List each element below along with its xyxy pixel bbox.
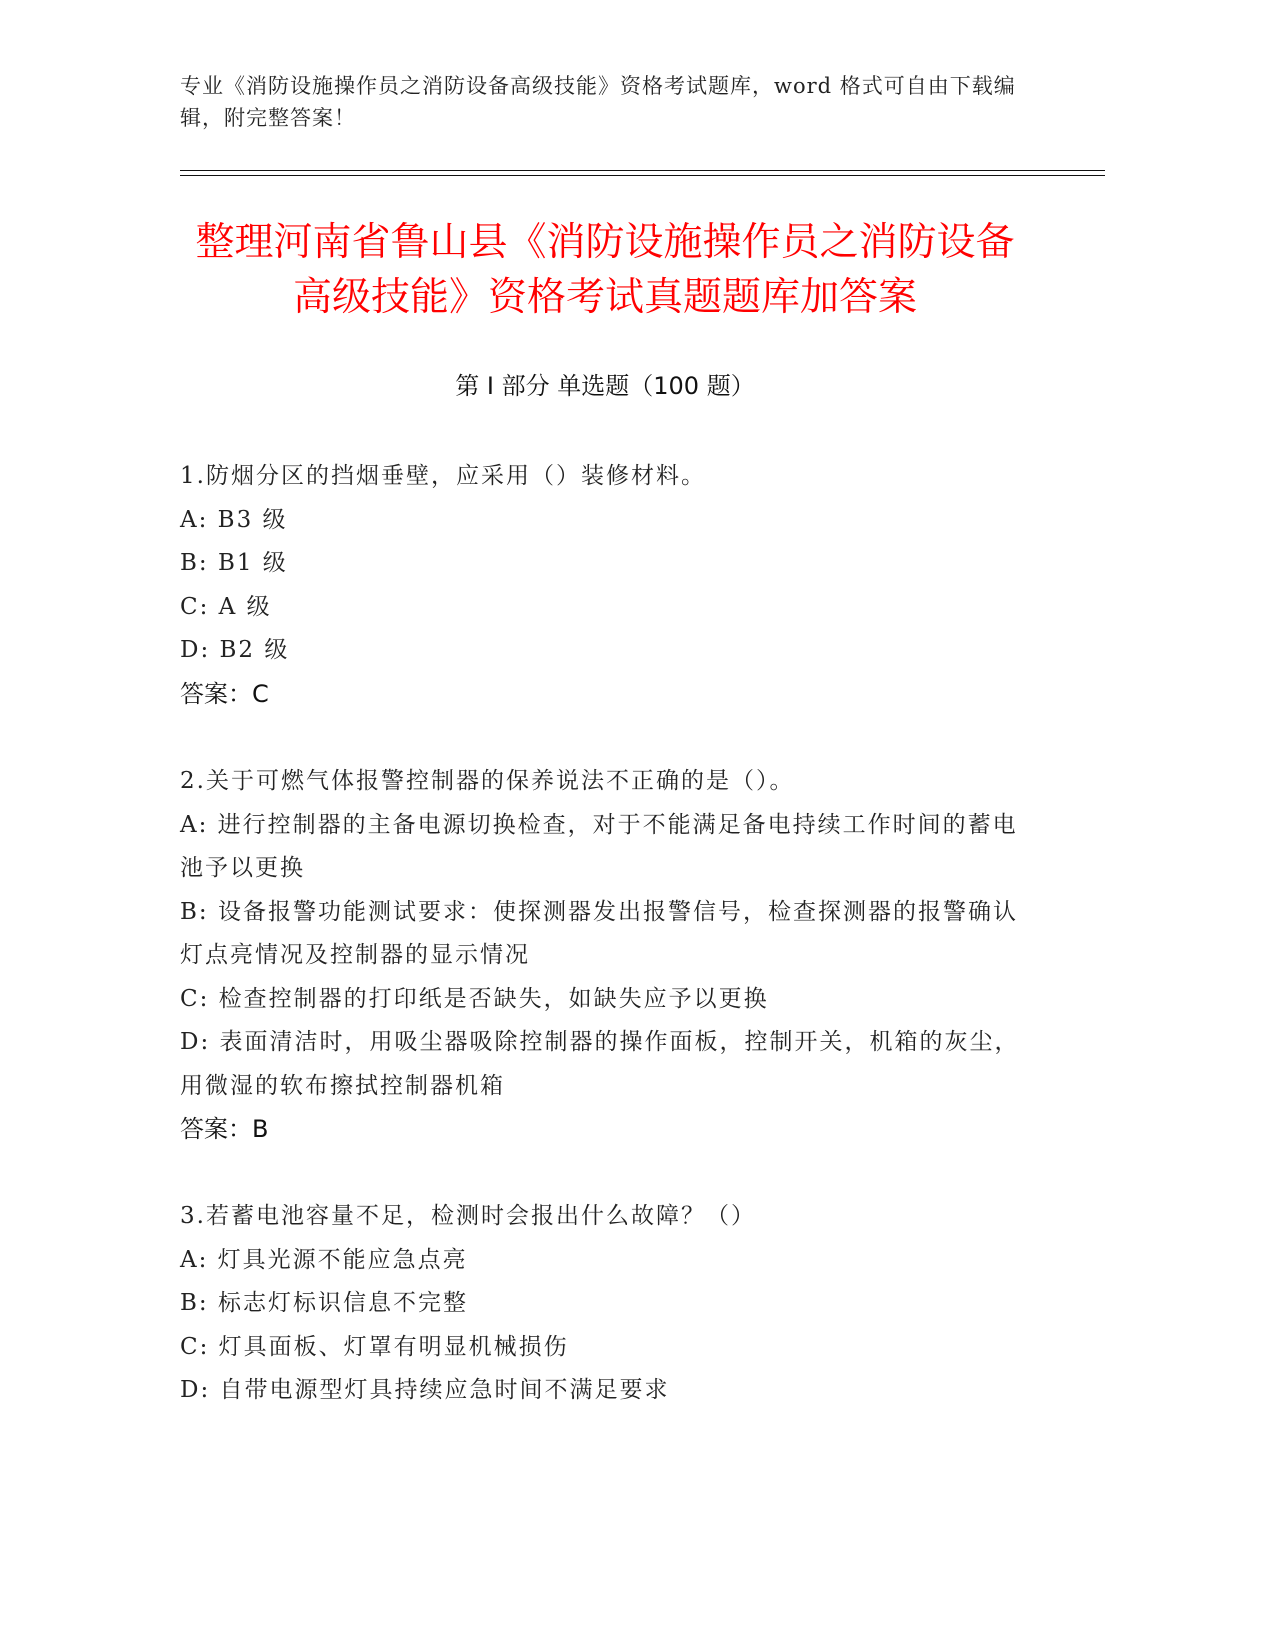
question-1: [180, 455, 1040, 716]
option-a: A: 进行控制器的主备电源切换检查，对于不能满足备电持续工作时间的蓄电池予以更换: [180, 811, 1018, 881]
header-divider: [180, 170, 1105, 176]
question-stem: 3.若蓄电池容量不足，检测时会报出什么故障？（）: [180, 1203, 756, 1229]
option-d: D: 表面清洁时，用吸尘器吸除控制器的操作面板，控制开关，机箱的灰尘，用微湿的软布擦拭控制器机箱: [180, 1029, 1020, 1099]
question-stem: 2.关于可燃气体报警控制器的保养说法不正确的是（）。: [180, 768, 795, 794]
answer: 答案：C: [180, 679, 269, 708]
question-3: [180, 1195, 1040, 1413]
option-b: B: B1 级: [180, 550, 288, 576]
option-c: C: A 级: [180, 593, 272, 620]
option-d: D: B2 级: [180, 637, 290, 663]
document-page: [180, 0, 1105, 1650]
option-a: A: 灯具光源不能应急点亮: [180, 1246, 468, 1273]
option-d: D: 自带电源型灯具持续应急时间不满足要求: [180, 1377, 670, 1403]
option-c: C: 检查控制器的打印纸是否缺失，如缺失应予以更换: [180, 985, 769, 1012]
option-a: A: B3 级: [180, 506, 288, 533]
document-title: 整理河南省鲁山县《消防设施操作员之消防设备高级技能》资格考试真题题库加答案: [195, 220, 1015, 320]
section-title: 第 I 部分 单选题（100 题）: [455, 372, 755, 400]
question-2: [180, 760, 1040, 1152]
answer: 答案：B: [180, 1115, 269, 1143]
option-c: C: 灯具面板、灯罩有明显机械损伤: [180, 1333, 569, 1360]
option-b: B: 设备报警功能测试要求：使探测器发出报警信号，检查探测器的报警确认灯点亮情况及控制器的显示情况: [180, 898, 1018, 968]
option-b: B: 标志灯标识信息不完整: [180, 1290, 468, 1316]
header-note: 专业《消防设施操作员之消防设备高级技能》资格考试题库，word 格式可自由下载编辑，附完整答案！: [180, 74, 1016, 130]
question-stem: 1.防烟分区的挡烟垂壁，应采用（）装修材料。: [180, 463, 706, 489]
